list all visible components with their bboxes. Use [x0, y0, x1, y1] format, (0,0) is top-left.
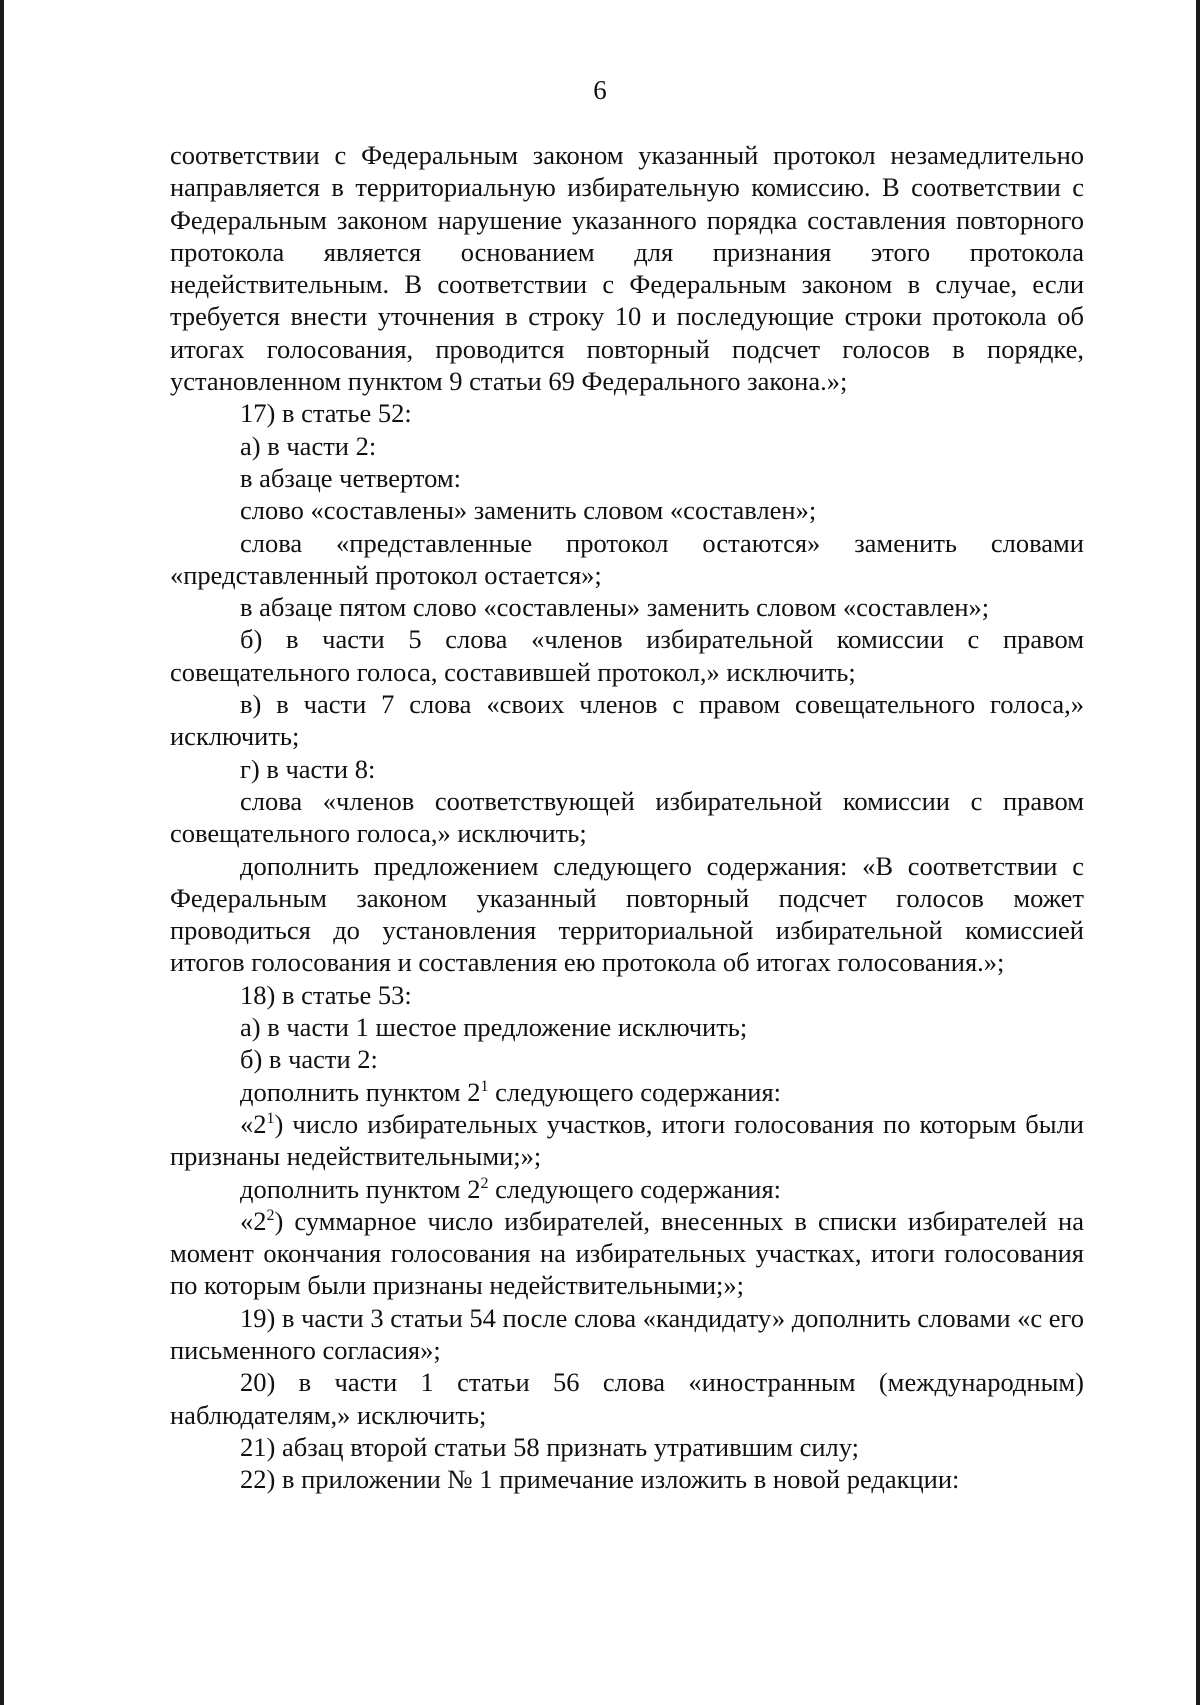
paragraph-item-18a: а) в части 1 шестое предложение исключить; — [240, 1012, 748, 1043]
paragraph-point-2-1-text — [170, 1108, 1084, 1173]
scan-edge-right — [1196, 0, 1200, 1705]
text-span: «2 — [240, 1108, 267, 1139]
document-body — [170, 139, 1084, 1495]
paragraph: слова «членов соответствующей избирательной комиссии с правом совещательного голоса,» исключить; — [170, 785, 1084, 849]
text-span: следующего содержания: — [488, 1076, 782, 1107]
paragraph-item-17v: в) в части 7 слова «своих членов с правом совещательного голоса,» исключить; — [170, 689, 1084, 752]
paragraph-continuation: соответствии с Федеральным законом указанный протокол незамедлительно направляется в территориальную избирательную комиссию. В соответствии с Федеральным законом нарушение указанного порядка составления повторного протокола является основанием для признания этого протокола недействительным. В соответствии с Федеральным законом в случае, если требуется внести уточнения в строку 10 и последующие строки протокола об итогах голосования, проводится повторный подсчет голосов в порядке, установленном пунктом 9 статьи 69 Федерального закона.»; — [170, 140, 1084, 397]
text-span: «2 — [240, 1205, 267, 1236]
paragraph: слово «составлены» заменить словом «составлен»; — [240, 495, 817, 526]
paragraph-item-18: 18) в статье 53: — [240, 979, 412, 1010]
superscript: 1 — [266, 1110, 275, 1128]
paragraph: слова «представленные протокол остаются» заменить словами «представленный протокол остается»; — [170, 527, 1084, 590]
text-span: дополнить пунктом 2 — [240, 1173, 481, 1204]
paragraph-item-17g: г) в части 8: — [240, 753, 376, 784]
scan-edge-left — [0, 0, 4, 1705]
paragraph-item-17: 17) в статье 52: — [240, 398, 412, 429]
paragraph-point-2-2-text — [170, 1205, 1084, 1302]
paragraph: в абзаце четвертом: — [240, 462, 461, 493]
text-span: ) суммарное число избирателей, внесенных в списки избирателей на момент окончания голосования на избирательных участках, итоги голосования по которым были признаны недействительными;»; — [170, 1205, 1084, 1301]
paragraph-item-22: 22) в приложении № 1 примечание изложить в новой редакции: — [240, 1464, 960, 1495]
paragraph-item-17a: а) в части 2: — [240, 430, 377, 461]
text-span: следующего содержания: — [488, 1173, 782, 1204]
paragraph-item-20: 20) в части 1 статьи 56 слова «иностранным (международным) наблюдателям,» исключить; — [170, 1367, 1084, 1430]
text-span: дополнить пунктом 2 — [240, 1076, 481, 1107]
paragraph: в абзаце пятом слово «составлены» заменить словом «составлен»; — [240, 592, 990, 623]
paragraph-item-18b: б) в части 2: — [240, 1044, 378, 1075]
paragraph-item-17b: б) в части 5 слова «членов избирательной комиссии с правом совещательного голоса, составившей протокол,» исключить; — [170, 624, 1084, 687]
paragraph: дополнить предложением следующего содержания: «В соответствии с Федеральным законом указанный повторный подсчет голосов может проводиться до установления территориальной избирательной комиссией итогов голосования и составления ею протокола об итогах голосования.»; — [170, 850, 1084, 978]
superscript: 1 — [480, 1077, 489, 1095]
paragraph-item-19: 19) в части 3 статьи 54 после слова «кандидату» дополнить словами «с его письменного согласия»; — [170, 1302, 1084, 1365]
paragraph-item-21: 21) абзац второй статьи 58 признать утратившим силу; — [240, 1431, 860, 1462]
page-number: 6 — [593, 75, 607, 105]
paragraph-point-2-2-intro — [170, 1173, 1084, 1205]
text-span: ) число избирательных участков, итоги голосования по которым были признаны недействительными;»; — [170, 1108, 1084, 1172]
paragraph-point-2-1-intro — [170, 1076, 1084, 1108]
superscript: 2 — [266, 1206, 275, 1224]
superscript: 2 — [480, 1174, 489, 1192]
